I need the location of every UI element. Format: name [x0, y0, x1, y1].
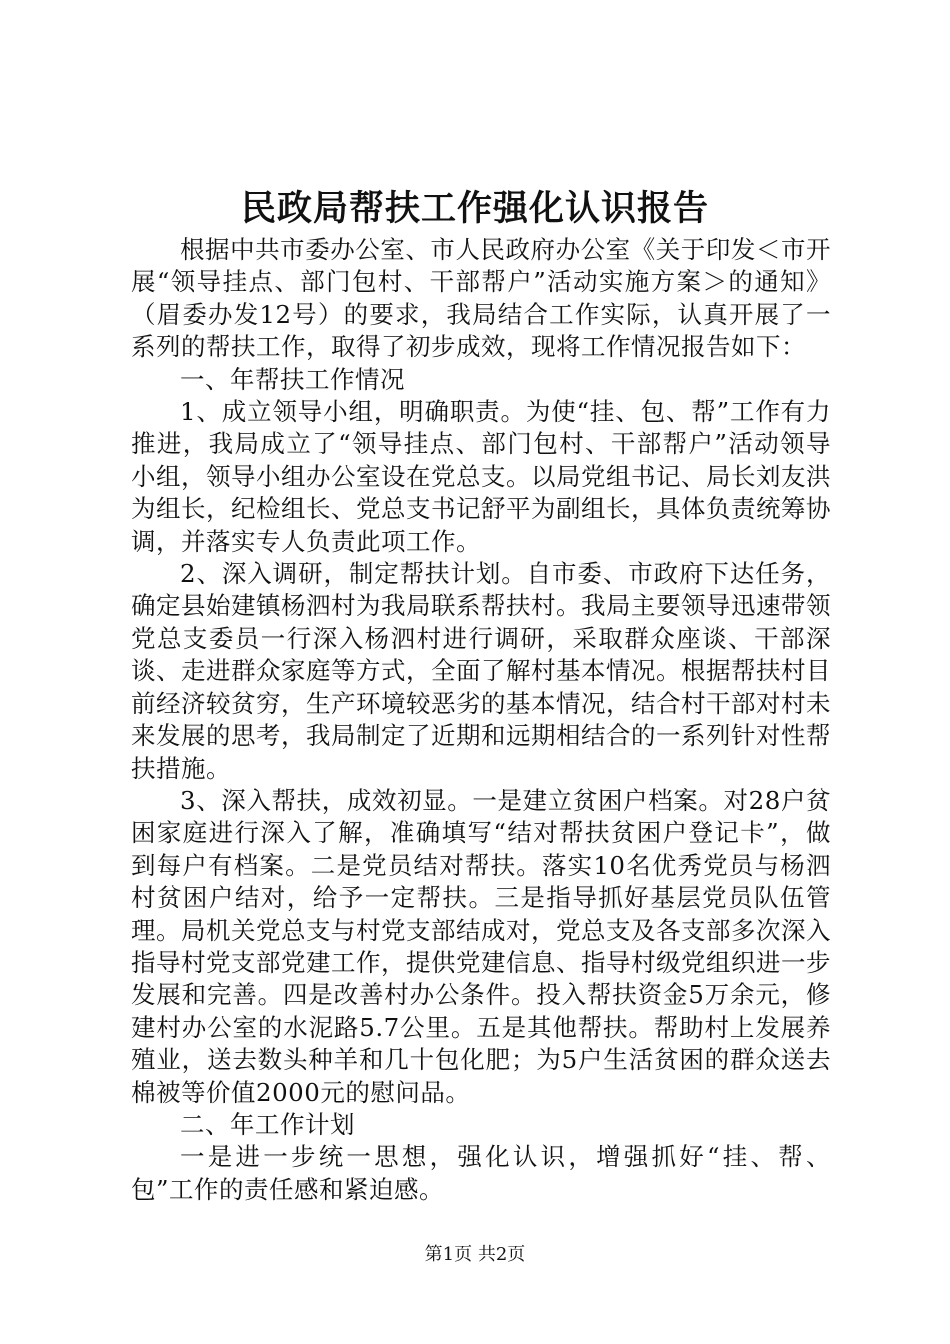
- plan-paragraph-1: 一是进一步统一思想，强化认识，增强抓好“挂、帮、包”工作的责任感和紧迫感。: [131, 1142, 831, 1204]
- document-title: 民政局帮扶工作强化认识报告: [240, 188, 709, 229]
- section-heading-2: 二、年工作计划: [180, 1109, 355, 1139]
- page-footer: 第1页 共2页: [424, 1244, 526, 1265]
- intro-paragraph: 根据中共市委办公室、市人民政府办公室《关于印发＜市开展“领导挂点、部门包村、干部帮户”活动实施方案＞的通知》（眉委办发12号）的要求，我局结合工作实际，认真开展了一系列的帮扶工作，取得了初步成效，现将工作情况报告如下：: [131, 235, 831, 362]
- document-body: [131, 234, 831, 1206]
- paragraph-item-3: 3、深入帮扶，成效初显。一是建立贫困户档案。对28户贫困家庭进行深入了解，准确填写“结对帮扶贫困户登记卡”，做到每户有档案。二是党员结对帮扶。落实10名优秀党员与杨泗村贫困户结对，给予一定帮扶。三是指导抓好基层党员队伍管理。局机关党总支与村党支部结成对，党总支及各支部多次深入指导村党支部党建工作，提供党建信息、指导村级党组织进一步发展和完善。四是改善村办公条件。投入帮扶资金5万余元，修建村办公室的水泥路5.7公里。五是其他帮扶。帮助村上发展养殖业，送去数头种羊和几十包化肥；为5户生活贫困的群众送去棉被等价值2000元的慰问品。: [131, 785, 831, 1107]
- paragraph-item-2: 2、深入调研，制定帮扶计划。自市委、市政府下达任务，确定县始建镇杨泗村为我局联系帮扶村。我局主要领导迅速带领党总支委员一行深入杨泗村进行调研，采取群众座谈、干部深谈、走进群众家庭等方式，全面了解村基本情况。根据帮扶村目前经济较贫穷，生产环境较恶劣的基本情况，结合村干部对村未来发展的思考，我局制定了近期和远期相结合的一系列针对性帮扶措施。: [131, 559, 831, 783]
- paragraph-item-1: 1、成立领导小组，明确职责。为使“挂、包、帮”工作有力推进，我局成立了“领导挂点、部门包村、干部帮户”活动领导小组，领导小组办公室设在党总支。以局党组书记、局长刘友洪为组长，纪检组长、党总支书记舒平为副组长，具体负责统筹协调，并落实专人负责此项工作。: [131, 397, 831, 556]
- section-heading-1: 一、年帮扶工作情况: [180, 364, 405, 394]
